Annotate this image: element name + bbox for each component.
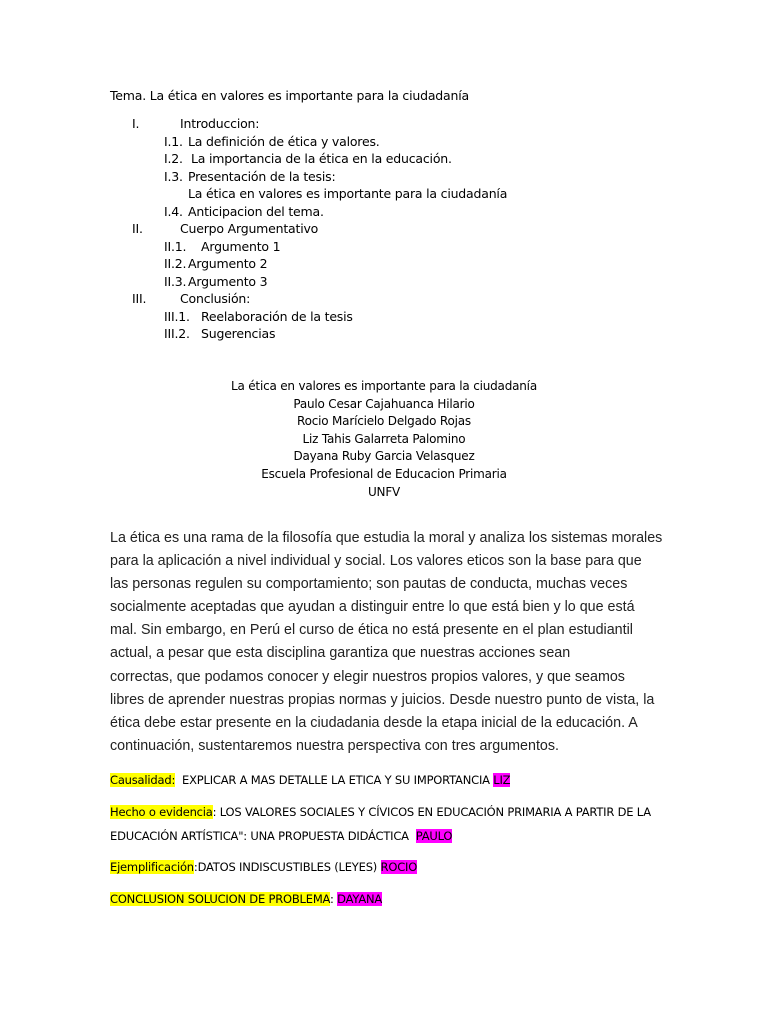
paragraph-line: correctas, que podamos conocer y elegir nuestros propios valores, y que seamos <box>110 668 625 685</box>
paragraph-line: ética debe estar presente en la ciudadania desde la etapa inicial de la educación. A <box>110 714 638 731</box>
outline-text: Presentación de la tesis: <box>188 168 336 184</box>
note-label: Causalidad: <box>110 773 176 787</box>
paragraph-line: las personas regulen su comportamiento; son pautas de conducta, muchas veces <box>110 576 628 593</box>
paragraph-line: actual, a pesar que esta disciplina garantiza que nuestras acciones sean <box>110 645 571 662</box>
title-block <box>0 378 768 501</box>
outline-text: La definición de ética y valores. <box>188 133 380 149</box>
outline-num: I.1. <box>164 133 183 149</box>
note-text: :DATOS INDISCUSTIBLES (LEYES) <box>193 860 381 874</box>
paragraph-line: socialmente aceptadas que ayudan a distinguir entre lo que está bien y lo que está <box>110 599 635 616</box>
outline-num: III.1. <box>164 308 190 324</box>
note-tag: DAYANA <box>337 892 383 906</box>
argument-notes <box>110 768 670 911</box>
outline-num: II.1. <box>164 238 187 254</box>
outline-text: Conclusión: <box>180 291 251 306</box>
outline-text: Introduccion: <box>180 116 260 131</box>
paragraph-line: mal. Sin embargo, en Perú el curso de ética no está presente en el plan estudiantil <box>110 622 633 639</box>
outline-text: La importancia de la ética en la educación. <box>191 151 452 166</box>
note-causalidad <box>110 768 670 792</box>
author-name: Dayana Ruby Garcia Velasquez <box>293 449 475 464</box>
outline-text: Anticipacion del tema. <box>188 203 324 219</box>
outline-num: III. <box>132 291 147 306</box>
paragraph-line: libres de aprender nuestras propias normas y juicios. Desde nuestro punto de vista, la <box>110 691 655 708</box>
outline-num: II.3. <box>164 273 187 289</box>
note-text: : <box>330 892 338 906</box>
outline-num: I.2. <box>164 151 183 166</box>
outline-num: III.2. <box>164 326 190 341</box>
note-label: Ejemplificación <box>110 860 194 874</box>
outline-num: I.3. <box>164 168 183 184</box>
outline-text: Cuerpo Argumentativo <box>180 221 319 236</box>
outline-text: Argumento 3 <box>188 273 268 289</box>
note-text: EXPLICAR A MAS DETALLE LA ETICA Y SU IMPORTANCIA <box>175 773 494 787</box>
note-tag: PAULO <box>415 829 453 843</box>
university-name: UNFV <box>367 484 401 499</box>
note-ejemplificacion <box>110 855 670 879</box>
school-name: Escuela Profesional de Educacion Primaria <box>261 466 507 481</box>
note-label: Hecho o evidencia <box>110 805 213 819</box>
author-name: Rocio Marícielo Delgado Rojas <box>297 414 471 429</box>
note-hecho <box>110 800 670 848</box>
author-name: Liz Tahis Galarreta Palomino <box>302 431 466 446</box>
note-text: EDUCACIÓN ARTÍSTICA": UNA PROPUESTA DIDÁCTICA <box>110 829 416 843</box>
essay-title: La ética en valores es importante para la ciudadanía <box>231 379 537 393</box>
outline-text: Sugerencias <box>201 326 276 341</box>
note-tag: ROCIO <box>380 860 418 874</box>
outline-text: La ética en valores es importante para la ciudadanía <box>188 186 508 201</box>
paragraph-line: La ética es una rama de la filosofía que estudia la moral y analiza los sistemas morales <box>110 530 663 546</box>
note-conclusion <box>110 887 670 911</box>
document-title: Tema. La ética en valores es importante para la ciudadanía <box>110 88 469 103</box>
outline-text: Reelaboración de la tesis <box>201 308 353 324</box>
outline-num: I.4. <box>164 203 183 219</box>
outline-num: I. <box>132 116 140 131</box>
intro-paragraph <box>110 527 670 758</box>
outline-num: II.2. <box>164 256 187 271</box>
author-name: Paulo Cesar Cajahuanca Hilario <box>293 396 475 411</box>
paragraph-line: para la aplicación a nivel individual y social. Los valores eticos son la base para que <box>110 553 642 570</box>
outline-text: Argumento 1 <box>201 238 281 254</box>
note-label: CONCLUSION SOLUCION DE PROBLEMA <box>110 892 331 906</box>
paragraph-line: continuación, sustentaremos nuestra perspectiva con tres argumentos. <box>110 737 560 754</box>
note-tag: LIZ <box>493 773 511 787</box>
outline-num: II. <box>132 221 143 236</box>
note-text: : LOS VALORES SOCIALES Y CÍVICOS EN EDUCACIÓN PRIMARIA A PARTIR DE LA <box>212 805 651 819</box>
outline-text: Argumento 2 <box>188 256 268 271</box>
